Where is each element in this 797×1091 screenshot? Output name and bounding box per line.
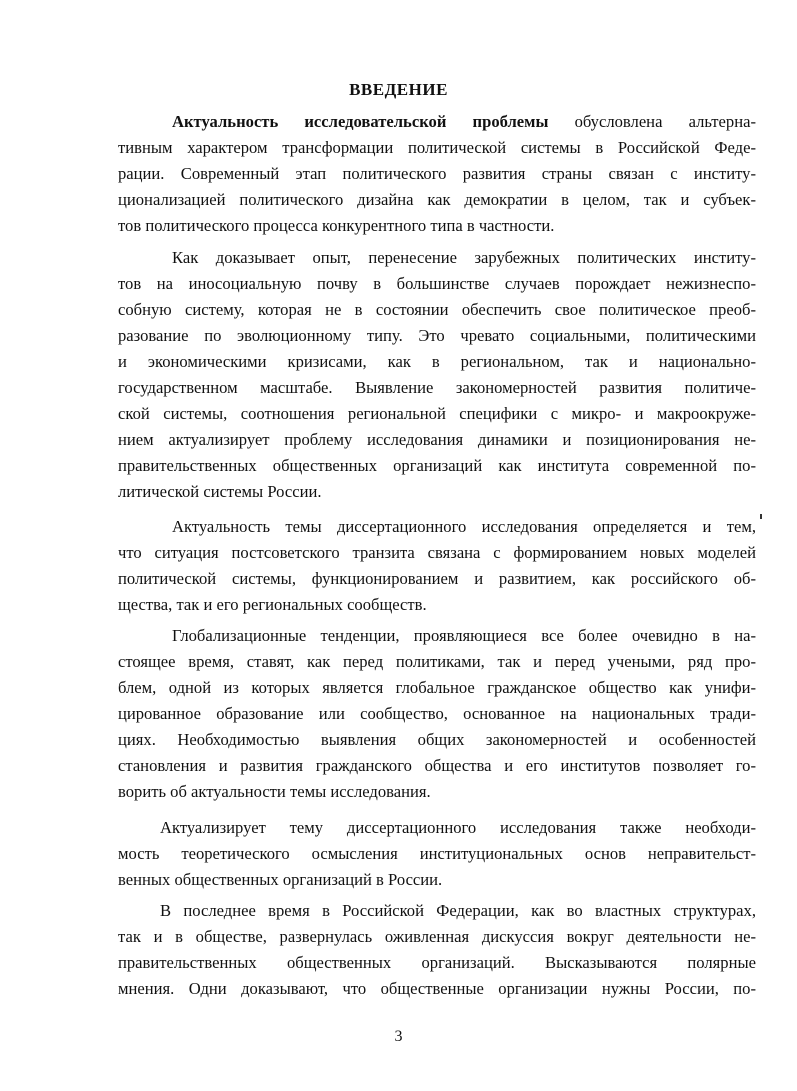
page-number: 3 <box>394 1028 403 1045</box>
line-text: блем, одной из которых является глобальное гражданское общество как унифи- <box>118 678 756 697</box>
line-text: тов на иносоциальную почву в большинстве случаев порождает нежизнеспо- <box>118 274 756 293</box>
text-line <box>118 649 756 675</box>
line-text: политической системы, функционированием и развитием, как российского об- <box>118 569 756 588</box>
line-text: правительственных общественных организаций как института современной по- <box>118 456 756 475</box>
line-text: обусловлена альтерна- <box>548 112 756 131</box>
text-line <box>118 213 756 239</box>
text-line <box>118 841 756 867</box>
line-text: Как доказывает опыт, перенесение зарубежных политических институ- <box>172 248 756 267</box>
text-line <box>118 401 756 427</box>
line-text: тов политического процесса конкурентного типа в частности. <box>118 216 555 235</box>
text-line <box>172 514 756 540</box>
text-line <box>118 479 756 505</box>
text-line <box>118 592 756 618</box>
text-line <box>172 245 756 271</box>
text-line <box>118 950 756 976</box>
text-line <box>118 675 756 701</box>
line-text: В последнее время в Российской Федерации, как во властных структурах, <box>160 901 756 920</box>
text-line <box>160 898 756 924</box>
line-text: литической системы России. <box>118 482 322 501</box>
text-line <box>118 727 756 753</box>
text-line <box>118 566 756 592</box>
text-line <box>118 701 756 727</box>
line-text: циях. Необходимостью выявления общих закономерностей и особенностей <box>118 730 756 749</box>
line-text: так и в обществе, развернулась оживленная дискуссия вокруг деятельности не- <box>118 927 756 946</box>
line-text: Глобализационные тенденции, проявляющиеся все более очевидно в на- <box>172 626 756 645</box>
line-text: мнения. Одни доказывают, что общественные организации нужны России, по- <box>118 979 756 998</box>
bold-phrase: Актуальность исследовательской проблемы <box>172 112 549 131</box>
line-text: мость теоретического осмысления институциональных основ неправительст- <box>118 844 756 863</box>
line-text: ционализацией политического дизайна как демократии в целом, так и субъек- <box>118 190 756 209</box>
line-text: что ситуация постсоветского транзита связана с формированием новых моделей <box>118 543 756 562</box>
line-text: и экономическими кризисами, как в региональном, так и национально- <box>118 352 756 371</box>
text-line <box>118 271 756 297</box>
line-text: стоящее время, ставят, как перед политиками, так и перед учеными, ряд про- <box>118 652 756 671</box>
line-text: цированное образование или сообщество, основанное на национальных тради- <box>118 704 756 723</box>
text-line <box>172 623 756 649</box>
line-text: становления и развития гражданского общества и его институтов позволяет го- <box>118 756 756 775</box>
line-text: государственном масштабе. Выявление закономерностей развития политиче- <box>118 378 756 397</box>
text-line <box>118 323 756 349</box>
text-line <box>118 867 756 893</box>
line-text: ской системы, соотношения региональной специфики с микро- и макроокруже- <box>118 404 756 423</box>
text-line <box>118 297 756 323</box>
line-text: Актуальность темы диссертационного исследования определяется и тем, <box>172 517 756 536</box>
line-text: щества, так и его региональных сообществ. <box>118 595 427 614</box>
line-text: ворить об актуальности темы исследования. <box>118 782 431 801</box>
text-line <box>118 540 756 566</box>
scan-speck <box>760 514 762 519</box>
text-line <box>118 375 756 401</box>
text-line <box>118 924 756 950</box>
text-line <box>118 187 756 213</box>
text-line <box>118 349 756 375</box>
text-line <box>118 779 756 805</box>
text-line <box>172 109 756 135</box>
text-line <box>118 753 756 779</box>
line-text: разование по эволюционному типу. Это чревато социальными, политическими <box>118 326 756 345</box>
text-line <box>118 427 756 453</box>
line-text: венных общественных организаций в России. <box>118 870 443 889</box>
line-text: тивным характером трансформации политической системы в Российской Феде- <box>118 138 756 157</box>
text-line <box>118 161 756 187</box>
line-text: собную систему, которая не в состоянии обеспечить свое политическое преоб- <box>118 300 756 319</box>
text-line <box>118 453 756 479</box>
line-text: нием актуализирует проблему исследования динамики и позиционирования не- <box>118 430 756 449</box>
text-line <box>118 135 756 161</box>
text-line <box>118 976 756 1002</box>
line-text: рации. Современный этап политического развития страны связан с институ- <box>118 164 756 183</box>
line-text: правительственных общественных организаций. Высказываются полярные <box>118 953 756 972</box>
line-text: Актуализирует тему диссертационного исследования также необходи- <box>160 818 756 837</box>
page-heading: ВВЕДЕНИЕ <box>349 80 448 99</box>
text-line <box>160 815 756 841</box>
